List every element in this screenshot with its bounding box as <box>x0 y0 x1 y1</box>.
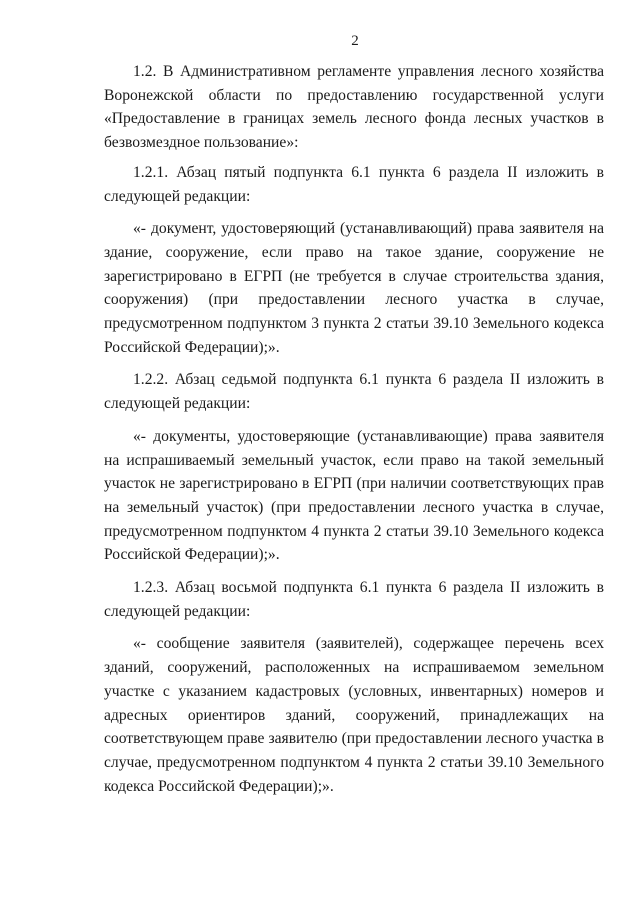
paragraph-1-2: 1.2. В Административном регламенте управления лесного хозяйства Воронежской области по предоставлению государственной услуги «Предоставление в границах земель лесного фонда лесных участков в безвозмездное пользование»: <box>104 63 604 152</box>
paragraph-1-2-2: 1.2.2. Абзац седьмой подпункта 6.1 пункта 6 раздела II изложить в следующей редакции: <box>104 371 604 413</box>
paragraph-1-2-1-quote: «- документ, удостоверяющий (устанавливающий) права заявителя на здание, сооружение, если право на такое здание, сооружение не зарегистрировано в ЕГРП (не требуется в случае строительства здания, сооружения) (при предоставлении лесного участка в случае, предусмотренном подпунктом 3 пункта 2 статьи 39.10 Земельного кодекса Российской Федерации);». <box>104 220 604 356</box>
document-body <box>104 60 604 798</box>
paragraph-1-2-2-quote: «- документы, удостоверяющие (устанавливающие) права заявителя на испрашиваемый земельный участок, если право на такой земельный участок не зарегистрировано в ЕГРП (при наличии соответствующих прав на земельный участок) (при предоставлении лесного участка в случае, предусмотренном подпунктом 4 пункта 2 статьи 39.10 Земельного кодекса Российской Федерации);». <box>104 427 604 564</box>
paragraph-1-2-3: 1.2.3. Абзац восьмой подпункта 6.1 пункта 6 раздела II изложить в следующей редакции: <box>104 579 604 620</box>
page-number: 2 <box>351 33 359 49</box>
paragraph-1-2-1: 1.2.1. Абзац пятый подпункта 6.1 пункта 6 раздела II изложить в следующей редакции: <box>104 163 604 205</box>
paragraph-1-2-3-quote: «- сообщение заявителя (заявителей), содержащее перечень всех зданий, сооружений, расположенных на испрашиваемом земельном участке с указанием кадастровых (условных, инвентарных) номеров и адресных ориентиров зданий, сооружений, принадлежащих на соответствующем праве заявителю (при предоставлении лесного участка в случае, предусмотренном подпунктом 4 пункта 2 статьи 39.10 Земельного кодекса Российской Федерации);». <box>104 635 604 795</box>
